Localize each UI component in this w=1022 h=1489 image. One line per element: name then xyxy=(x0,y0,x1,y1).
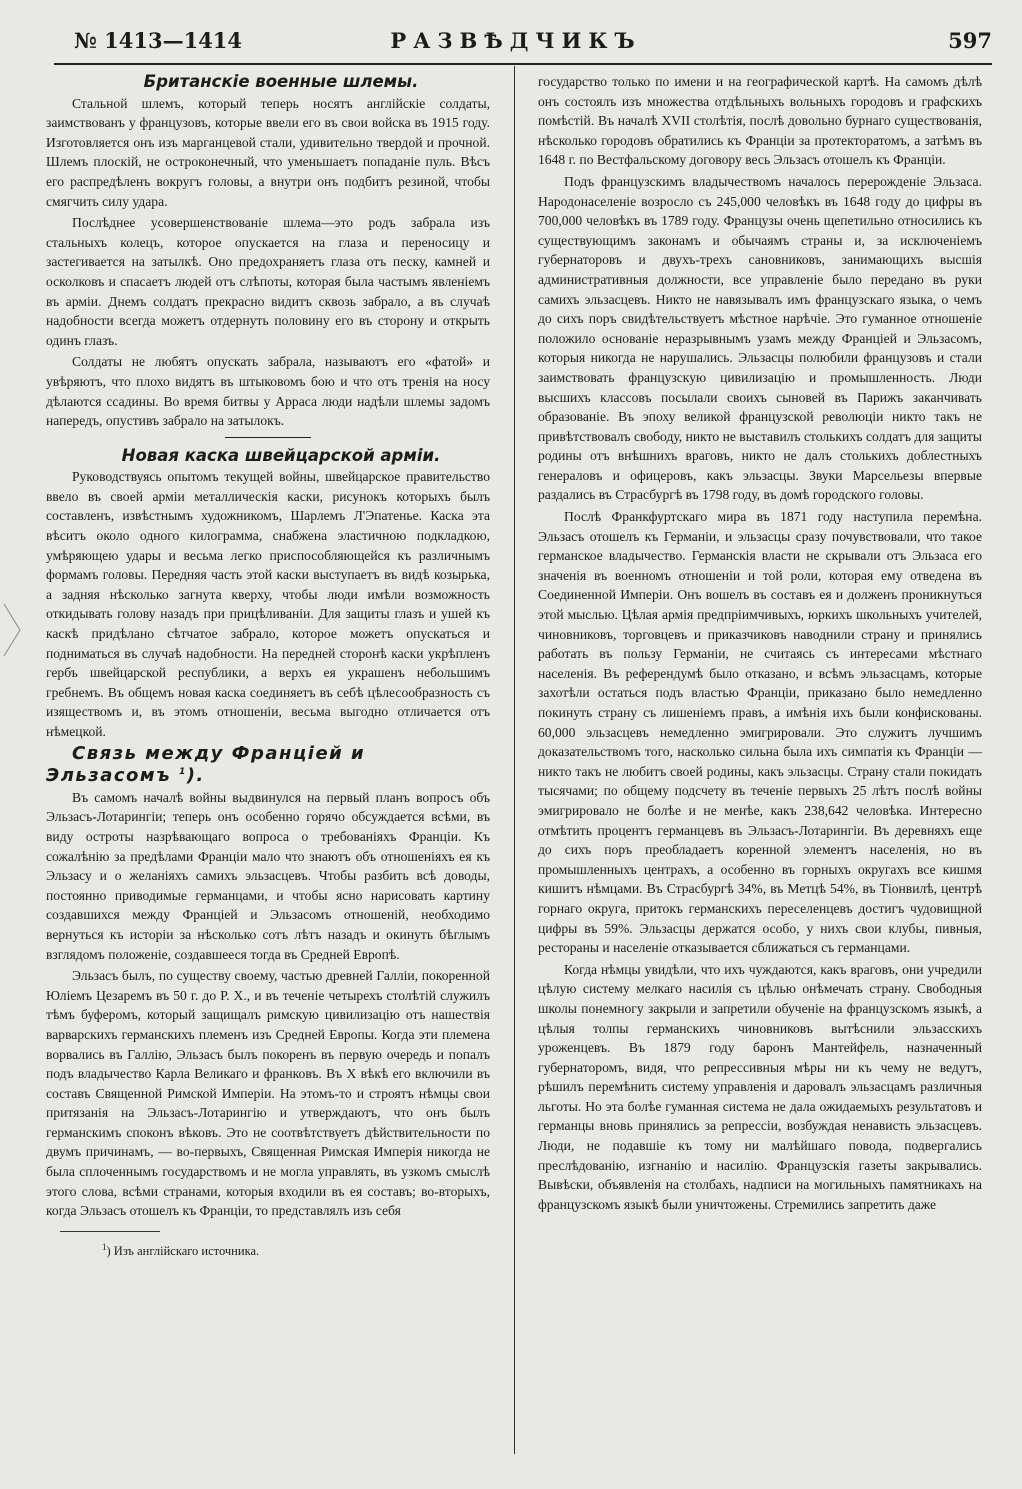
right-column xyxy=(538,72,982,1216)
page-number: 597 xyxy=(948,28,992,53)
margin-fold-mark xyxy=(2,600,26,660)
footnote-rule xyxy=(60,1231,160,1232)
paragraph: Послѣднее усовершенствованіе шлема—это родъ забрала изъ стальныхъ колецъ, которое опускается на глаза и переносицу и застегивается на затылкѣ. Оно предохраняетъ глаза отъ песку, камней и осколковъ и спасаетъ людей отъ слѣпоты, которая была частымъ явленіемъ въ арміи. Днемъ солдатъ прекрасно видитъ сквозь забрало, а въ случаѣ надобности всегда можетъ отдернуть половину его въ сторону и открыть одинъ глазъ. xyxy=(46,215,490,348)
paragraph: Стальной шлемъ, который теперь носятъ англійскіе солдаты, заимствованъ у французовъ, которые ввели его въ свои войска въ 1915 году. Изготовляется онъ изъ марганцевой стали, удивительно твердой и прочной. Шлемъ плоскій, не остроконечный, что уменьшаетъ попаданіе пуль. Вѣсъ его распредѣленъ вокругъ головы, а внутри онъ подбитъ резиной, чтобы смягчить силу удара. xyxy=(46,95,490,209)
article-title-british-helmets: Британскіе военные шлемы. xyxy=(143,72,419,91)
header-rule xyxy=(54,63,992,65)
footnote-mark: 1 xyxy=(178,767,187,778)
paragraph: Подъ французскимъ владычествомъ началось перерожденіе Эльзаса. Народонаселеніе возросло съ 245,000 человѣкъ въ 1648 году до цифры въ 700,000 человѣкъ въ 1789 году. Французы очень щепетильно относились къ существующимъ законамъ и обычаямъ страны и, за исключеніемъ губернаторовъ и двухъ-трехъ сановниковъ, занимающихъ высшія административныя должности, все управленіе было передано въ руки самихъ эльзасцевъ. Никто не навязывалъ имъ французскаго языка, о чемъ до сихъ поръ свидѣтельствуетъ мѣстное нарѣчіе. Это гуманное отношеніе положило основаніе неразрывнымъ узамъ между Франціей и Эльзасомъ, которыя никогда не нарушались. Эльзасцы полюбили французовъ и стали заимствовать французскую цивилизацію и промышленность. Люди высшихъ классовъ посылали своихъ сыновей въ Парижъ заканчивать образованіе. Въ эпоху великой французской революціи никто такъ не привѣтствовалъ свободу, никто не выставилъ столькихъ солдатъ для защиты родины отъ внѣшнихъ враговъ, никто не далъ столькихъ доблестныхъ генераловъ и офицеровъ, какъ эльзасцы. Звуки Марсельезы впервые раздались въ Страсбургѣ въ 1798 году, въ домѣ городского головы. xyxy=(538,173,982,503)
page-header xyxy=(40,28,992,58)
paragraph: Солдаты не любятъ опускать забрала, называютъ его «фатой» и увѣряютъ, что плохо видятъ въ штыковомъ бою и что отъ тренія на носу дѣлаются ссадины. Во время битвы у Арраса люди надѣли шлемы задомъ напередъ, опустивъ забрало на затылокъ. xyxy=(46,354,490,429)
section-separator xyxy=(225,437,311,438)
column-divider xyxy=(514,66,515,1454)
paragraph: государство только по имени и на географической картѣ. На самомъ дѣлѣ онъ состоялъ изъ множества отдѣльныхъ вольныхъ городовъ и графскихъ помѣстій. Въ началѣ XVII столѣтія, послѣ довольно бурнаго существованія, нѣсколько городовъ обратились къ Франціи за протекторатомъ, а затѣмъ въ 1648 г. по Вестфальскому договору весь Эльзасъ отошелъ къ Франціи. xyxy=(538,74,982,168)
footnote-number: 1 xyxy=(102,1241,107,1252)
journal-title: РАЗВѢДЧИКЪ xyxy=(390,28,642,53)
title-end: ). xyxy=(186,765,205,787)
footnote: $^1$) Изъ англійскаго источника. xyxy=(102,1241,260,1258)
article-title-swiss-helmet: Новая каска швейцарской арміи. xyxy=(121,445,441,465)
title-text: Связь между Франціей и Эльзасомъ xyxy=(46,742,366,787)
paragraph: Послѣ Франкфуртскаго мира въ 1871 году наступила перемѣна. Эльзасъ отошелъ къ Германіи, и эльзасцы сразу почувствовали, что такое германское владычество. Германскія власти не скрывали отъ Эльзаса его значенія въ военномъ отношеніи и той роли, которая ему отведена въ Соединенной Имперіи. Онъ вошелъ въ составъ ея и долженъ проникнуться этой мыслью. Цѣлая армія предпріимчивыхъ, юркихъ школьныхъ учителей, чиновниковъ, торговцевъ и приказчиковъ наводнили страну и принялись работать въ пользу Германіи, не считаясь съ интересами мѣстнаго населенія. Въ референдумѣ было отказано, и всѣмъ эльзасцамъ, которые захотѣли остаться подъ властью Франціи, приказано было немедленно покинуть страну съ лишеніемъ правъ, а имѣнія ихъ были конфискованы. 60,000 эльзасцевъ немедленно эмигрировали. Это служитъ лучшимъ доказательствомъ того, насколько сильна была ихъ симпатія къ Франціи — никто такъ не любитъ своей родины, какъ эльзасцы. Страну стали покидать тысячами; по общему подсчету въ теченіе первыхъ 25 лѣтъ послѣ войны эмигрировало не болѣе и не менѣе, какъ 238,642 человѣка. Интересно отмѣтить процентъ германцевъ въ Эльзасъ-Лотарингіи. Въ деревняхъ еще до сихъ поръ преобладаетъ коренной элементъ населенія, но въ промышленныхъ центрахъ, а особенно въ горныхъ округахъ все кишмя кишитъ нѣмцами. Въ Страсбургѣ 34%, въ Метцѣ 54%, въ Тіонвилѣ, центрѣ горнаго округа, притокъ германскихъ переселенцевъ достигъ чудовищной цифры въ 59%. Эльзасцы держатся особо, у нихъ свои клубы, пивныя, рестораны и населеніе отказывается сближаться съ германцами. xyxy=(538,509,982,956)
left-column xyxy=(46,72,490,1264)
issue-number: № 1413—1414 xyxy=(74,28,243,53)
paragraph: Когда нѣмцы увидѣли, что ихъ чуждаются, какъ враговъ, они учредили цѣлую систему мелкаго насилія съ цѣлью онѣмечать страну. Свободныя школы понемногу закрыли и запретили обученіе на французскомъ языкѣ, а цѣлыя толпы германскихъ чиновниковъ вытѣснили эльзасскихъ уроженцевъ. Въ 1879 году баронъ Мантейфель, назначенный губернаторомъ, видя, что репрессивныя мѣры ни къ чему не ведутъ, рѣшилъ перемѣнить систему управленія и даровалъ эльзасцамъ различныя льготы. Но эта болѣе гуманная система не дала ожидаемыхъ результатовъ и германцы вновь принялись за репрессіи, возбуждая ненависть эльзасцевъ. Люди, не подавшіе къ тому ни малѣйшаго повода, подвергались преслѣдованію, изгнанію и насилію. Французскія газеты закрывались. Вывѣски, объявленія на столбахъ, надписи на могильныхъ памятникахъ на французскомъ языкѣ были уничтожены. Стремились запретить даже xyxy=(538,961,982,1212)
article-title-france-alsace xyxy=(46,744,490,786)
paragraph: Эльзасъ былъ, по существу своему, частью древней Галліи, покоренной Юліемъ Цезаремъ въ 50 г. до Р. Х., и въ теченіе четырехъ столѣтій служилъ тѣмъ буферомъ, который защищалъ римскую цивилизацію отъ нашествія варварскихъ германскихъ племенъ изъ Средней Европы. Когда эти племена ворвались въ Галлію, Эльзасъ былъ покоренъ въ первую очередь и попалъ подъ владычество Карла Великаго и франковъ. Въ X вѣкѣ его включили въ составъ Священной Римской Имперіи. На этомъ-то и строятъ нѣмцы свои притязанія на Эльзасъ-Лотарингію и утверждаютъ, что онъ былъ германскимъ споконъ вѣковъ. Это не соотвѣтствуетъ дѣйствительности по двумъ причинамъ, — во-первыхъ, Священная Римская Имперія никогда не была сплоченнымъ государствомъ и не могла управлять, въ узкомъ смыслѣ этого слова, всѣми странами, которыя входили въ ея составъ; во-вторыхъ, когда Эльзасъ отошелъ къ Франціи, то представлялъ изъ себя xyxy=(46,968,490,1219)
paragraph: Руководствуясь опытомъ текущей войны, швейцарское правительство ввело въ своей арміи металлическія каски, рисунокъ которыхъ былъ составленъ, извѣстнымъ художникомъ, Шарлемъ Л'Эпатенье. Каска эта вѣситъ около одного килограмма, снабжена эластичною подкладкою, умѣряющею удары и весьма легко приспособляющейся къ различнымъ формамъ головы. Передняя часть этой каски выступаетъ въ видѣ козырька, а задняя нѣсколько загнута кверху, чтобы люди имѣли возможность откидывать голову назадъ при прицѣливаніи. Для защиты глазъ и ушей къ каскѣ придѣлано сѣтчатое забрало, которое можетъ опускаться и подниматься въ случаѣ надобности. На передней сторонѣ каски укрѣпленъ гербъ швейцарской республики, а верхъ ея украшенъ небольшимъ гребнемъ. Въ общемъ новая каска соединяетъ въ себѣ цѣлесообразность съ изяществомъ и, въ этомъ отношеніи, весьма выгодно отличается отъ нѣмецкой. xyxy=(46,469,490,739)
footnote-text: Изъ англійскаго источника. xyxy=(113,1244,260,1258)
paragraph: Въ самомъ началѣ войны выдвинулся на первый планъ вопросъ объ Эльзасъ-Лотарингіи; теперь онъ особенно горячо обсуждается всѣми, въ виду остроты назрѣвающаго вопроса о требованіяхъ Франціи. Къ сожалѣнію за предѣлами Франціи мало что знаютъ объ отношеніяхъ ея къ Эльзасу и о желаніяхъ самихъ эльзасцевъ. Чтобы разбить всѣ доводы, постоянно приводимые германцами, и чтобы ясно нарисовать картину создавшихся между Франціей и Эльзасомъ отношеній, необходимо вернуться къ исторіи за нѣсколько сотъ лѣтъ назадъ и окинуть бѣглымъ взглядомъ положеніе, создавшееся тогда въ Средней Европѣ. xyxy=(46,789,490,962)
